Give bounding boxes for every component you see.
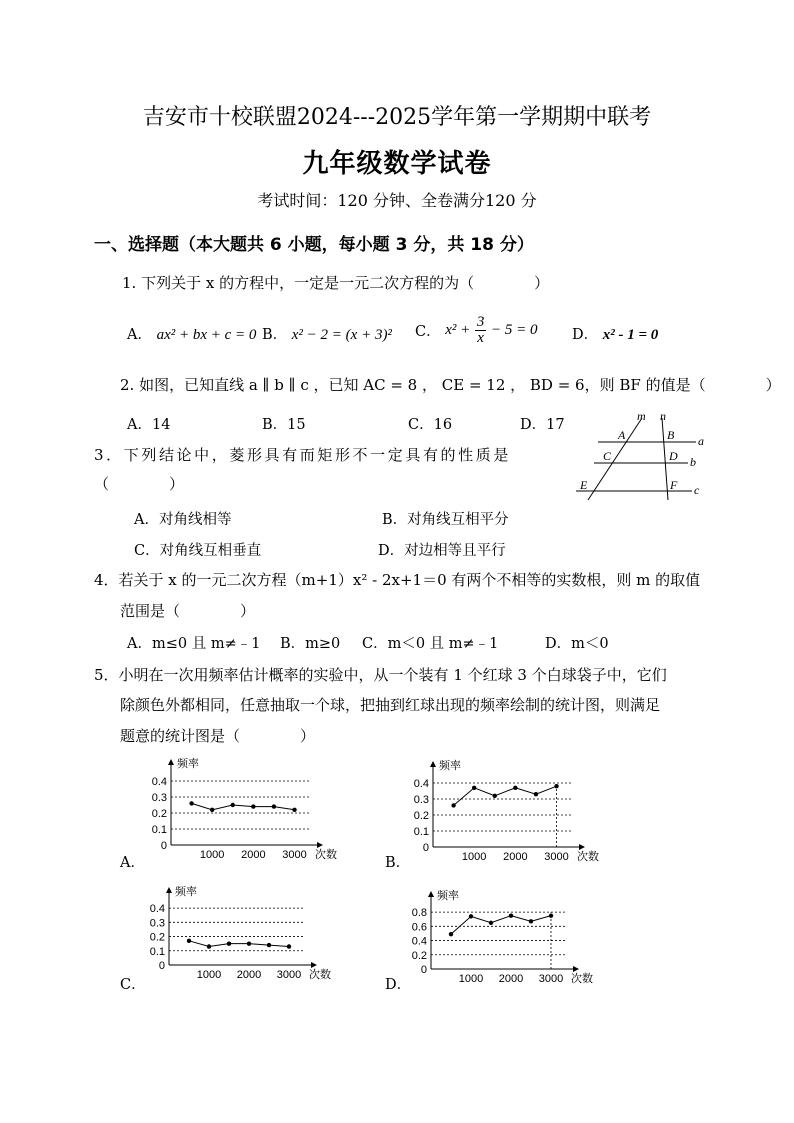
q1-option-b-expr: x² − 2 = (x + 3)² [291,327,392,343]
chart-a-y-tick-label: 0 [160,840,167,852]
chart-a-data-point [189,801,193,805]
chart-a-data-point [210,808,214,812]
q1-option-d [572,323,658,344]
chart-b-y-axis-label: 频率 [439,760,461,772]
chart-b-y-arrow [430,761,436,767]
q5-stem-line1: 5．小明在一次用频率估计概率的实验中，从一个装有 1 个红球 3 个白球袋子中，它们 [94,666,667,684]
label-D: D [669,449,678,463]
q2-option-d: D．17 [520,417,565,433]
chart-d-y-tick-label: 0.6 [411,921,427,934]
chart-a-y-tick-label: 0.1 [151,824,167,836]
q3-option-c: C．对角线互相垂直 [134,543,262,559]
label-a: a [698,434,704,448]
chart-d-series-line [451,916,551,934]
chart-d-y-tick-label: 0.4 [411,935,427,948]
chart-c-y-tick-label: 0.1 [149,945,165,958]
chart-d-y-tick-label: 0.8 [411,907,427,920]
chart-d-x-arrow [573,966,579,972]
q2-option-b: B．15 [262,417,306,433]
q2-option-c: C．16 [408,417,453,433]
chart-a-y-tick-label: 0.2 [151,808,167,820]
chart-d-x-tick-label: 2000 [498,973,524,985]
q3-option-d: D．对边相等且平行 [378,543,506,559]
chart-b-y-tick-label: 0.4 [413,778,429,790]
q1-option-c-numerator: 3 [476,314,485,330]
chart-c-x-tick-label: 2000 [236,969,262,981]
q1-option-c-label: C． [415,324,441,340]
chart-b-option-label: B． [385,855,411,871]
chart-a-y-arrow [168,759,174,765]
q3-stem-line1: 3．下列结论中，菱形具有而矩形不一定具有的性质是 [94,446,511,464]
label-C: C [603,449,612,463]
chart-b-data-point [513,786,517,790]
chart-a-x-arrow [317,842,323,848]
chart-d-data-point [549,913,553,917]
q1-stem: 1. 下列关于 x 的方程中，一定是一元二次方程的为（ ） [122,274,550,292]
q1-option-c-denominator: x [477,330,484,346]
q1-option-b [262,323,392,344]
q2-option-a: A．14 [127,417,171,433]
frequency-chart-d [405,887,615,987]
q4-option-a: A．m≤0 且 m≠﹣1 [127,636,261,652]
chart-d-x-tick-label: 1000 [458,973,484,985]
chart-b-y-tick-label: 0 [422,842,429,854]
chart-b-y-tick-label: 0.1 [413,826,429,838]
q1-option-c-pre: x² + [445,322,471,338]
q4-option-d: D．m＜0 [545,636,609,652]
chart-c-data-point [187,939,191,943]
chart-a-x-tick-label: 1000 [199,849,225,861]
q1-option-c-post: − 5 = 0 [490,322,538,338]
chart-c-x-tick-label: 1000 [196,969,222,981]
q4-option-c: C．m＜0 且 m≠﹣1 [362,636,499,652]
chart-d-x-tick-label: 3000 [538,973,564,985]
chart-a-y-tick-label: 0.4 [151,776,167,788]
chart-d-data-point [529,919,533,923]
exam-info: 考试时间：120 分钟、全卷满分120 分 [257,191,537,210]
chart-b-x-tick-label: 2000 [503,851,528,863]
chart-d-data-point [449,932,453,936]
chart-a-data-point [251,804,255,808]
chart-d-data-point [489,921,493,925]
q4-stem-line2: 范围是（ ） [120,602,256,620]
chart-a-data-point [292,808,296,812]
chart-c-y-arrow [166,887,172,893]
chart-b-y-tick-label: 0.3 [413,794,429,806]
chart-b-x-tick-label: 3000 [544,851,569,863]
q1-option-b-label: B． [262,327,288,343]
chart-c-y-tick-label: 0 [158,960,165,972]
q3-option-a: A．对角线相等 [134,512,232,528]
chart-a-x-tick-label: 2000 [241,849,266,861]
chart-a-y-tick-label: 0.3 [151,792,167,804]
q4-stem-line1: 4．若关于 x 的一元二次方程（m+1）x² - 2x+1＝0 有两个不相等的实数根，则 m 的取值 [94,571,701,589]
chart-c-option-label: C． [120,977,146,993]
chart-b-data-point [554,784,558,788]
frequency-chart-a [143,755,353,865]
chart-c-y-tick-label: 0.4 [149,903,165,916]
chart-d-y-axis-label: 频率 [437,890,459,902]
chart-c-y-tick-label: 0.3 [149,917,165,930]
chart-d-data-point [509,913,513,917]
chart-a-x-tick-label: 3000 [282,849,307,861]
chart-d-x-axis-label: 次数 [571,973,593,985]
q1-option-a-expr: ax² + bx + c = 0 [156,327,257,343]
chart-a-series-line [192,803,295,809]
chart-a-x-axis-label: 次数 [315,849,337,861]
chart-d-y-tick-label: 0.2 [411,949,427,962]
label-c: c [694,483,700,497]
label-B: B [667,428,675,442]
chart-b-data-point [451,803,455,807]
q3-stem-line2: （ ） [94,475,185,493]
q2-stem: 2. 如图，已知直线 a ∥ b ∥ c ，已知 AC = 8 ， CE = 12 ， BD = 6，则 BF 的值是（ ） [120,376,781,394]
frequency-chart-b [405,757,615,867]
chart-b-x-axis-label: 次数 [577,851,599,863]
chart-a-data-point [231,803,235,807]
chart-c-data-point [247,941,251,945]
q1-option-a-label: A． [127,327,152,343]
q4-option-b: B．m≥0 [280,636,341,652]
chart-d-option-label: D． [385,977,412,993]
chart-a-y-axis-label: 频率 [177,758,199,770]
chart-b-y-tick-label: 0.2 [413,810,429,822]
exam-title: 吉安市十校联盟2024---2025学年第一学期期中联考 [142,105,652,130]
label-E: E [580,478,588,492]
chart-b-data-point [472,786,476,790]
chart-c-data-point [267,943,271,947]
label-A: A [618,428,626,442]
chart-b-series-line [454,786,557,805]
q1-option-c-fraction [475,315,487,346]
label-b: b [690,455,696,469]
chart-b-data-point [534,792,538,796]
label-F: F [670,478,678,492]
q1-option-a [127,323,256,344]
q1-option-c [415,315,537,346]
parallel-lines-figure [568,410,710,502]
frequency-chart-c [143,883,353,983]
chart-c-series-line [189,941,289,947]
chart-c-data-point [207,944,211,948]
label-m: m [637,410,646,423]
q5-stem-line2: 除颜色外都相同，任意抽取一个球，把抽到红球出现的频率绘制的统计图，则满足 [120,696,661,714]
chart-c-x-tick-label: 3000 [276,969,302,981]
chart-b-x-arrow [579,844,585,850]
chart-b-data-point [493,794,497,798]
chart-c-data-point [227,941,231,945]
chart-a-data-point [272,804,276,808]
section-heading: 一、选择题（本大题共 6 小题，每小题 3 分，共 18 分） [94,235,534,255]
chart-c-y-tick-label: 0.2 [149,931,165,944]
q3-option-b: B．对角线互相平分 [382,512,509,528]
q5-stem-line3: 题意的统计图是（ ） [120,727,316,745]
chart-b-x-tick-label: 1000 [461,851,487,863]
chart-a-option-label: A． [120,855,145,871]
chart-c-y-axis-label: 频率 [175,886,197,898]
q1-option-d-label: D． [572,327,599,343]
line-m [588,418,642,500]
chart-d-y-arrow [428,891,434,897]
chart-c-data-point [287,944,291,948]
label-n: n [660,410,666,423]
q1-option-d-expr: x² - 1 = 0 [602,327,659,343]
chart-c-x-axis-label: 次数 [309,969,331,981]
subject-title: 九年级数学试卷 [302,149,492,179]
chart-d-y-tick-label: 0 [420,964,427,976]
chart-c-x-arrow [311,962,317,968]
chart-d-data-point [469,914,473,918]
